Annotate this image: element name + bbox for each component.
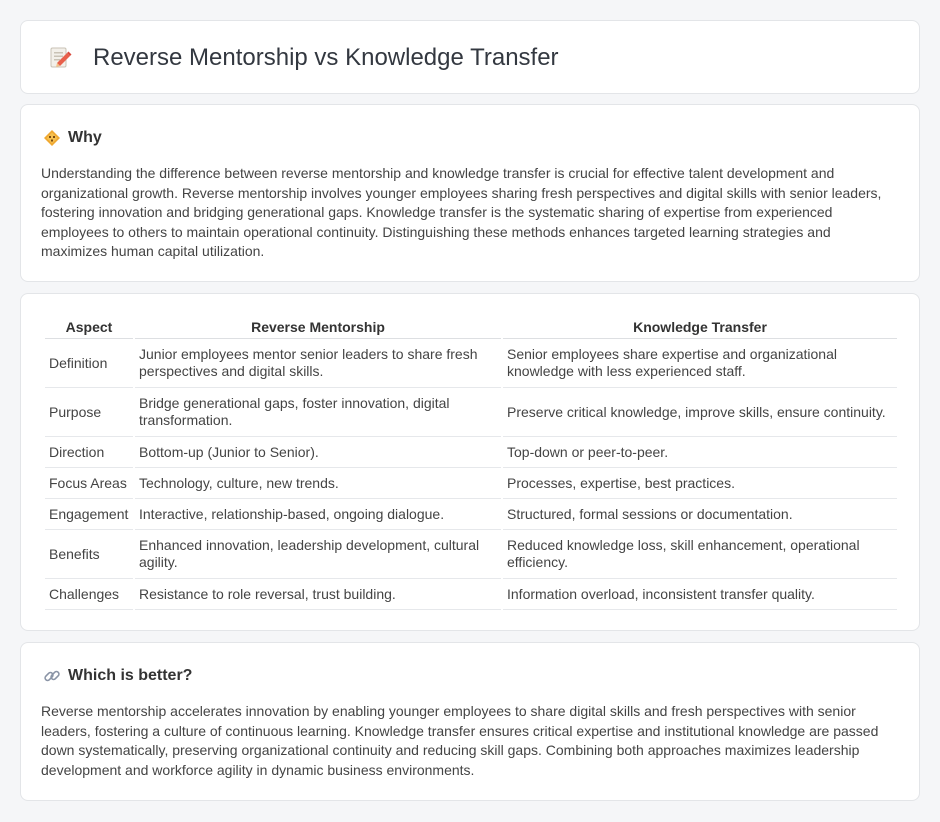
row-knowledge-transfer: Senior employees share expertise and organizational knowledge with less experienced staff. — [503, 339, 897, 388]
better-body: Reverse mentorship accelerates innovation by enabling younger employees to share digital skills and fresh perspectives with senior leaders, fostering a culture of continuous learning. Knowledge transfer ensures critical expertise and institutional knowledge are passed down systematically, preserving organizational continuity and reducing skill gaps. Combining both approaches maximizes leadership development and workforce agility in dynamic business environments. — [41, 703, 879, 778]
table-row — [45, 437, 897, 468]
memo-pencil-icon — [47, 45, 73, 71]
comparison-table — [43, 315, 899, 610]
row-knowledge-transfer: Processes, expertise, best practices. — [503, 468, 897, 499]
row-reverse-mentorship: Interactive, relationship-based, ongoing dialogue. — [135, 499, 501, 530]
row-aspect: Purpose — [45, 388, 133, 437]
row-aspect: Benefits — [45, 530, 133, 579]
which-is-better-section — [20, 642, 920, 801]
table-row — [45, 530, 897, 579]
diamond-signal-icon — [43, 129, 61, 147]
row-reverse-mentorship: Bridge generational gaps, foster innovation, digital transformation. — [135, 388, 501, 437]
row-knowledge-transfer: Structured, formal sessions or documentation. — [503, 499, 897, 530]
row-reverse-mentorship: Bottom-up (Junior to Senior). — [135, 437, 501, 468]
row-reverse-mentorship: Junior employees mentor senior leaders to share fresh perspectives and digital skills. — [135, 339, 501, 388]
table-row — [45, 339, 897, 388]
header-card — [20, 20, 920, 94]
better-heading: Which is better? — [68, 667, 193, 684]
row-reverse-mentorship: Technology, culture, new trends. — [135, 468, 501, 499]
table-header-row — [45, 315, 897, 339]
row-knowledge-transfer: Information overload, inconsistent transfer quality. — [503, 579, 897, 610]
row-aspect: Challenges — [45, 579, 133, 610]
row-knowledge-transfer: Reduced knowledge loss, skill enhancement, operational efficiency. — [503, 530, 897, 579]
row-aspect: Definition — [45, 339, 133, 388]
comparison-section — [20, 293, 920, 631]
why-body: Understanding the difference between reverse mentorship and knowledge transfer is crucial for effective talent development and organizational growth. Reverse mentorship involves younger employees sharing fresh perspectives and digital skills with senior leaders, fostering innovation and bridging generational gaps. Knowledge transfer is the systematic sharing of expertise from experienced employees to others to maintain operational continuity. Distinguishing these methods enhances targeted learning strategies and maximizes human capital utilization. — [41, 165, 882, 259]
row-aspect: Direction — [45, 437, 133, 468]
table-row — [45, 579, 897, 610]
row-reverse-mentorship: Resistance to role reversal, trust building. — [135, 579, 501, 610]
row-knowledge-transfer: Top-down or peer-to-peer. — [503, 437, 897, 468]
page-title: Reverse Mentorship vs Knowledge Transfer — [93, 44, 559, 71]
header-knowledge-transfer: Knowledge Transfer — [503, 315, 897, 339]
better-heading-row — [43, 666, 192, 686]
row-reverse-mentorship: Enhanced innovation, leadership development, cultural agility. — [135, 530, 501, 579]
header-aspect: Aspect — [45, 315, 133, 339]
row-aspect: Focus Areas — [45, 468, 133, 499]
table-row — [45, 499, 897, 530]
title-row — [47, 43, 559, 73]
header-reverse-mentorship: Reverse Mentorship — [135, 315, 501, 339]
why-section — [20, 104, 920, 282]
link-icon — [43, 667, 61, 685]
row-aspect: Engagement — [45, 499, 133, 530]
why-heading: Why — [68, 129, 102, 146]
table-row — [45, 468, 897, 499]
why-heading-row — [43, 128, 102, 148]
table-row — [45, 388, 897, 437]
row-knowledge-transfer: Preserve critical knowledge, improve skills, ensure continuity. — [503, 388, 897, 437]
